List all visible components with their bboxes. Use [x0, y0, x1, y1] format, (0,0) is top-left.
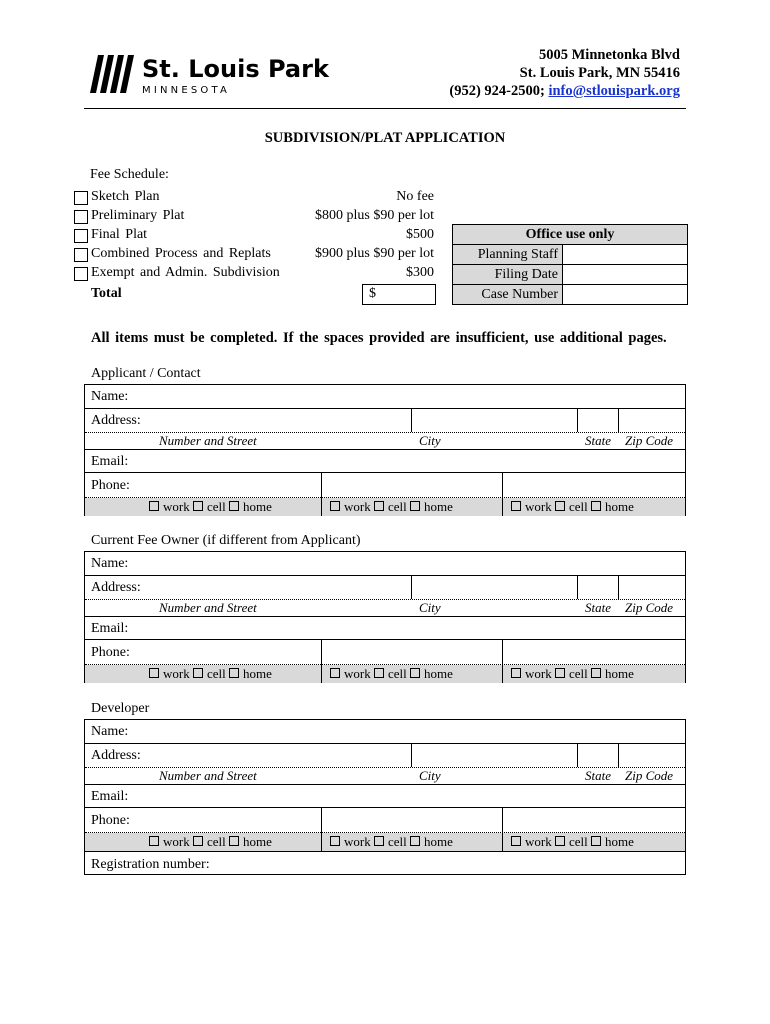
- phone-type-label: home: [604, 834, 634, 849]
- section-fee-owner: [84, 551, 686, 683]
- phone-type-checkbox[interactable]: [555, 501, 565, 511]
- city-field[interactable]: [413, 409, 575, 431]
- email-field[interactable]: [135, 617, 683, 639]
- phone-number: (952) 924-2500;: [449, 83, 545, 99]
- fee-item-exempt-admin[interactable]: [74, 265, 434, 284]
- col-divider: [411, 575, 412, 599]
- phone-type-label: cell: [568, 666, 588, 681]
- phone-type-options: [149, 834, 272, 850]
- col-divider: [577, 408, 578, 432]
- caption-zip: Zip Code: [625, 433, 674, 448]
- phone-type-label: home: [242, 499, 272, 514]
- phone-type-label: work: [525, 499, 552, 514]
- caption-state: State: [585, 600, 611, 615]
- name-label: Name:: [91, 724, 129, 739]
- phone-type-label: cell: [568, 499, 588, 514]
- col-divider: [502, 833, 503, 851]
- phone-type-checkbox[interactable]: [229, 836, 239, 846]
- fee-item-price: $800 plus $90 per lot: [315, 208, 434, 223]
- section-title-applicant: Applicant / Contact: [91, 366, 201, 381]
- logo-stripes-icon: [90, 55, 138, 95]
- col-divider: [321, 498, 322, 516]
- section-applicant: [84, 384, 686, 516]
- phone-type-checkbox[interactable]: [193, 836, 203, 846]
- phone-type-checkbox[interactable]: [555, 668, 565, 678]
- phone-type-label: work: [163, 834, 190, 849]
- phone-type-label: work: [163, 666, 190, 681]
- phone-type-label: work: [344, 834, 371, 849]
- col-divider: [618, 408, 619, 432]
- office-row-field[interactable]: [563, 285, 687, 304]
- caption-number-street: Number and Street: [159, 600, 257, 615]
- phone-type-label: home: [423, 499, 453, 514]
- email-label: Email:: [91, 454, 129, 469]
- zip-field[interactable]: [620, 409, 684, 431]
- phone-type-options: [511, 834, 634, 850]
- phone-label: Phone:: [91, 645, 130, 660]
- phone-type-checkbox[interactable]: [374, 501, 384, 511]
- caption-number-street: Number and Street: [159, 433, 257, 448]
- phone-type-checkbox[interactable]: [410, 836, 420, 846]
- address-line1: 5005 Minnetonka Blvd: [539, 47, 680, 63]
- col-divider: [618, 743, 619, 767]
- address-label: Address:: [91, 580, 141, 595]
- total-label: Total: [91, 286, 122, 301]
- phone-type-label: cell: [206, 834, 226, 849]
- phone-type-label: work: [525, 834, 552, 849]
- col-divider: [618, 575, 619, 599]
- phone-field-3[interactable]: [504, 640, 684, 664]
- phone-type-options: [149, 666, 272, 682]
- zip-field[interactable]: [620, 744, 684, 766]
- caption-city: City: [419, 768, 441, 783]
- fee-item-price: $300: [406, 265, 434, 280]
- phone-type-options: [330, 666, 453, 682]
- phone-type-label: work: [163, 499, 190, 514]
- office-row-field[interactable]: [563, 265, 687, 284]
- phone-type-checkbox[interactable]: [149, 668, 159, 678]
- caption-zip: Zip Code: [625, 768, 674, 783]
- phone-type-checkbox[interactable]: [149, 836, 159, 846]
- phone-type-checkbox[interactable]: [374, 836, 384, 846]
- phone-type-checkbox[interactable]: [555, 836, 565, 846]
- phone-field-2[interactable]: [323, 808, 501, 832]
- phone-type-checkbox[interactable]: [591, 668, 601, 678]
- caption-state: State: [585, 768, 611, 783]
- contact-line: [449, 82, 680, 100]
- address-line2: St. Louis Park, MN 55416: [519, 65, 680, 81]
- phone-field-1[interactable]: [141, 640, 319, 664]
- fee-schedule-heading: Fee Schedule:: [90, 167, 169, 182]
- phone-type-options: [511, 499, 634, 515]
- address-label: Address:: [91, 413, 141, 428]
- office-use-heading: Office use only: [453, 225, 687, 245]
- col-divider: [577, 575, 578, 599]
- fee-checkbox[interactable]: [74, 191, 88, 205]
- fee-item-sketch-plan[interactable]: [74, 189, 434, 208]
- state-field[interactable]: [579, 409, 617, 431]
- phone-type-label: work: [525, 666, 552, 681]
- office-row-label: Planning Staff: [453, 245, 563, 264]
- col-divider: [321, 833, 322, 851]
- email-label: Email:: [91, 789, 129, 804]
- col-divider: [411, 408, 412, 432]
- col-divider: [411, 743, 412, 767]
- phone-type-label: home: [604, 666, 634, 681]
- fee-item-label: Final Plat: [91, 227, 148, 242]
- city-logo: [90, 55, 329, 100]
- phone-type-checkbox[interactable]: [374, 668, 384, 678]
- name-field[interactable]: [145, 385, 675, 408]
- total-input[interactable]: [362, 284, 436, 305]
- state-field[interactable]: [579, 744, 617, 766]
- phone-type-options: [330, 834, 453, 850]
- phone-type-label: home: [242, 666, 272, 681]
- street-field[interactable]: [155, 409, 409, 431]
- total-currency: $: [369, 286, 376, 301]
- city-field[interactable]: [413, 744, 575, 766]
- caption-city: City: [419, 600, 441, 615]
- phone-type-checkbox[interactable]: [410, 668, 420, 678]
- fee-item-price: No fee: [396, 189, 434, 204]
- phone-type-options: [330, 499, 453, 515]
- fee-item-label: Exempt and Admin. Subdivision: [91, 265, 280, 280]
- logo-name: St. Louis Park: [142, 55, 329, 83]
- name-field[interactable]: [145, 552, 675, 575]
- phone-field-1[interactable]: [141, 808, 319, 832]
- registration-label: Registration number:: [91, 857, 210, 872]
- header-divider: [84, 108, 686, 109]
- phone-type-checkbox[interactable]: [511, 501, 521, 511]
- phone-type-checkbox[interactable]: [330, 668, 340, 678]
- phone-type-checkbox[interactable]: [229, 668, 239, 678]
- office-row-case-number: [453, 284, 687, 304]
- email-label: Email:: [91, 621, 129, 636]
- phone-type-checkbox[interactable]: [330, 836, 340, 846]
- phone-type-checkbox[interactable]: [193, 501, 203, 511]
- phone-type-label: home: [242, 834, 272, 849]
- fee-checkbox[interactable]: [74, 229, 88, 243]
- phone-type-label: home: [604, 499, 634, 514]
- fee-item-label: Preliminary Plat: [91, 208, 185, 223]
- caption-zip: Zip Code: [625, 600, 674, 615]
- col-divider: [502, 498, 503, 516]
- phone-type-label: cell: [568, 834, 588, 849]
- phone-field-1[interactable]: [141, 473, 319, 497]
- email-field[interactable]: [135, 785, 683, 807]
- city-address: [449, 46, 680, 100]
- state-field[interactable]: [579, 576, 617, 598]
- phone-type-options: [149, 499, 272, 515]
- email-link[interactable]: info@stlouispark.org: [548, 83, 680, 99]
- phone-field-2[interactable]: [323, 640, 501, 664]
- fee-checkbox[interactable]: [74, 210, 88, 224]
- section-title-developer: Developer: [91, 701, 150, 716]
- col-divider: [321, 665, 322, 683]
- phone-type-label: cell: [387, 834, 407, 849]
- fee-item-final-plat[interactable]: [74, 227, 434, 246]
- phone-type-checkbox[interactable]: [193, 668, 203, 678]
- fee-item-price: $900 plus $90 per lot: [315, 246, 434, 261]
- street-field[interactable]: [155, 576, 409, 598]
- office-row-label: Case Number: [453, 285, 563, 304]
- phone-label: Phone:: [91, 478, 130, 493]
- caption-number-street: Number and Street: [159, 768, 257, 783]
- fee-checkbox[interactable]: [74, 267, 88, 281]
- phone-type-label: cell: [206, 499, 226, 514]
- office-row-planning-staff: [453, 245, 687, 264]
- phone-field-3[interactable]: [504, 808, 684, 832]
- caption-state: State: [585, 433, 611, 448]
- street-field[interactable]: [155, 744, 409, 766]
- phone-type-label: work: [344, 666, 371, 681]
- name-label: Name:: [91, 389, 129, 404]
- name-field[interactable]: [145, 720, 675, 743]
- office-row-label: Filing Date: [453, 265, 563, 284]
- office-use-box: [452, 224, 688, 305]
- name-label: Name:: [91, 556, 129, 571]
- phone-type-label: home: [423, 666, 453, 681]
- phone-label: Phone:: [91, 813, 130, 828]
- phone-type-label: work: [344, 499, 371, 514]
- phone-type-checkbox[interactable]: [149, 501, 159, 511]
- completion-notice: All items must be completed. If the spaces provided are insufficient, use additional pages.: [91, 330, 667, 346]
- office-row-field[interactable]: [563, 245, 687, 264]
- phone-type-options: [511, 666, 634, 682]
- fee-checkbox[interactable]: [74, 248, 88, 262]
- fee-item-label: Sketch Plan: [91, 189, 160, 204]
- phone-type-label: cell: [387, 666, 407, 681]
- zip-field[interactable]: [620, 576, 684, 598]
- fee-item-combined-process[interactable]: [74, 246, 434, 265]
- section-developer: [84, 719, 686, 875]
- phone-type-label: cell: [206, 666, 226, 681]
- fee-item-label: Combined Process and Replats: [91, 246, 271, 261]
- col-divider: [502, 665, 503, 683]
- email-field[interactable]: [135, 450, 683, 472]
- fee-item-preliminary-plat[interactable]: [74, 208, 434, 227]
- phone-type-checkbox[interactable]: [229, 501, 239, 511]
- address-label: Address:: [91, 748, 141, 763]
- page-title: SUBDIVISION/PLAT APPLICATION: [264, 130, 506, 146]
- logo-subtitle: MINNESOTA: [142, 85, 231, 96]
- caption-city: City: [419, 433, 441, 448]
- phone-type-checkbox[interactable]: [591, 836, 601, 846]
- phone-type-label: cell: [387, 499, 407, 514]
- registration-field[interactable]: [225, 852, 683, 874]
- city-field[interactable]: [413, 576, 575, 598]
- phone-field-3[interactable]: [504, 473, 684, 497]
- phone-type-checkbox[interactable]: [511, 836, 521, 846]
- phone-type-checkbox[interactable]: [330, 501, 340, 511]
- office-row-filing-date: [453, 264, 687, 284]
- phone-type-label: home: [423, 834, 453, 849]
- phone-type-checkbox[interactable]: [511, 668, 521, 678]
- fee-item-price: $500: [406, 227, 434, 242]
- section-title-fee-owner: Current Fee Owner (if different from Applicant): [91, 533, 361, 548]
- phone-type-checkbox[interactable]: [410, 501, 420, 511]
- col-divider: [577, 743, 578, 767]
- phone-type-checkbox[interactable]: [591, 501, 601, 511]
- phone-field-2[interactable]: [323, 473, 501, 497]
